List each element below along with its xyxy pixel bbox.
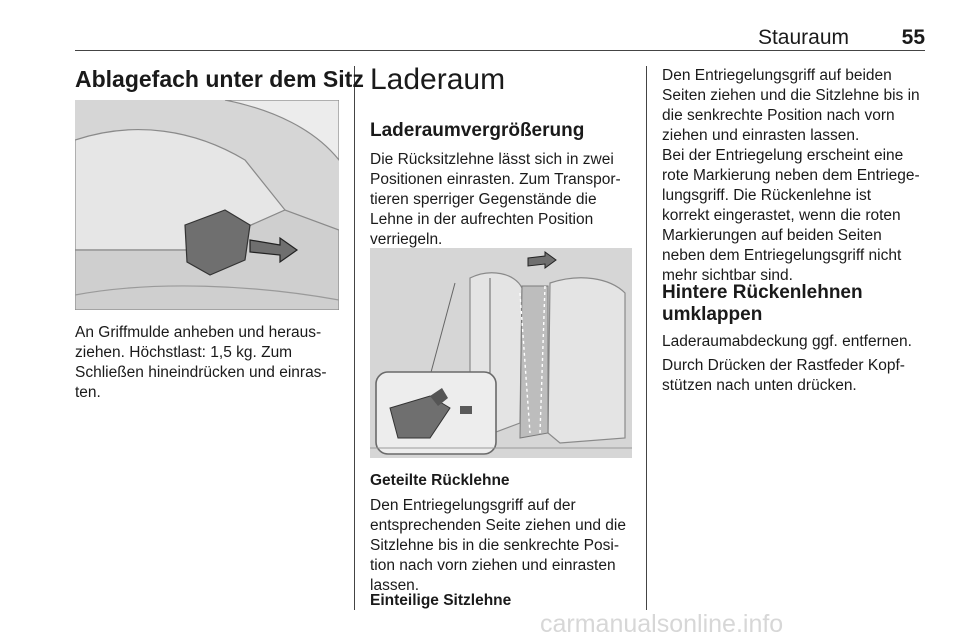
split-backrest-text: Den Entriegelungsgriff auf der entsprechenden Seite ziehen und die Sitzlehne bis in die senkrechte Posi- tion nach vorn ziehen und einrasten lassen. [370,497,626,594]
column-divider-left [354,66,355,610]
column-divider-right [646,66,647,610]
right-paragraph-3: Laderaumabdeckung ggf. entfernen. [662,333,912,350]
middle-intro: Die Rücksitzlehne lässt sich in zwei Positionen einrasten. Zum Transpor- tieren sperriger Gegenstände die Lehne in der aufrechten Position verriegeln. [370,151,621,248]
middle-heading: Laderaum [370,63,506,96]
left-heading: Ablagefach unter dem Sitz [75,66,364,92]
under-seat-storage-illustration [75,100,339,310]
rear-seat-release-illustration [370,248,632,458]
split-backrest-title: Geteilte Rücklehne [370,472,510,489]
watermark: carmanualsonline.info [540,610,784,638]
header-divider [75,50,925,51]
page-header [75,24,925,50]
right-heading: Hintere Rückenlehnen umklappen [662,282,863,325]
single-backrest-title: Einteilige Sitzlehne [370,592,512,609]
section-title: Stauraum [757,26,849,49]
left-caption: An Griffmulde anheben und heraus- ziehen. Höchstlast: 1,5 kg. Zum Schließen hineindrücken und einras- ten. [75,324,327,401]
page-number: 55 [901,26,925,49]
right-paragraph-2: Bei der Entriegelung erscheint eine rote Markierung neben dem Entriege- lungsgriff. Die Rückenlehne ist korrekt eingerastet, wenn die roten Markierungen auf beiden Seiten neben dem Entriegelungsgriff nicht mehr sichtbar sind. [662,147,920,284]
right-paragraph-4: Durch Drücken der Rastfeder Kopf- stützen nach unten drücken. [662,357,905,394]
right-paragraph-1: Den Entriegelungsgriff auf beiden Seiten ziehen und die Sitzlehne bis in die senkrechte Position nach vorn ziehen und einrasten lassen. [662,67,920,144]
middle-subheading: Laderaumvergrößerung [370,120,585,141]
